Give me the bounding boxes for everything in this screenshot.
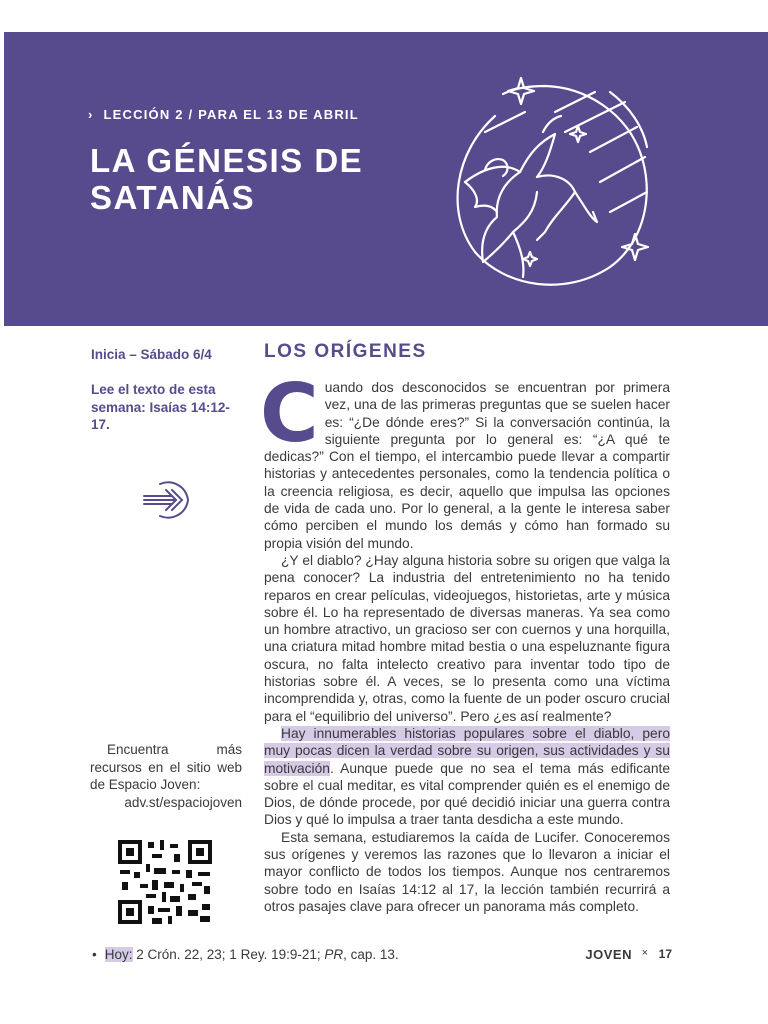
lesson-label: LECCIÓN 2 / PARA EL 13 DE ABRIL [103, 107, 359, 122]
resources-text: Encuentra más recursos en el sitio web de Espacio Joven: [90, 742, 242, 792]
highlighted-text: Hay innumerables historias populares sobre el diablo, pero muy pocas dicen la verdad sobre su origen, sus actividades y su motivación [264, 725, 670, 776]
start-day: Inicia – Sábado 6/4 [91, 347, 212, 362]
paragraph-2: ¿Y el diablo? ¿Hay alguna historia sobre su origen que valga la pena conocer? La industria del entretenimiento no ha tenido reparos en crear películas, videojuegos, historietas, arte y música sobre él. Lo ha representado de diversas maneras. Ya sea como un hombre atractivo, un gracioso ser con cuernos y una horquilla, una criatura mitad hombre mitad bestia o una espeluznante figura oscura, no falta intelecto creativo para inventar todo tipo de historias sobre él. A veces, se lo presenta como una víctima incomprendida y, otras, como la fuente de un poder oscuro crucial para el “equilibrio del universo”. Pero ¿es así realmente? [264, 552, 670, 724]
today-refs-b: , cap. 13. [343, 947, 399, 962]
qr-code-icon[interactable] [118, 840, 212, 924]
page-number: 17 [658, 947, 672, 961]
weekly-reading: Lee el texto de esta semana: Isaías 14:12-17. [91, 382, 230, 432]
section-title: LOS ORÍGENES [264, 341, 427, 362]
paragraph-3: Hay innumerables historias populares sobre el diablo, pero muy pocas dicen la verdad sobre su origen, sus actividades y su motivación. Aunque puede que no sea el tema más edificante sobre el cual meditar, es vital comprender quién es el enemigo de Dios, de dónde procede, por qué decidió iniciar una guerra contra Dios y qué lo impulsa a traer tanta desdicha a este mundo. [264, 725, 670, 828]
footer-separator: × [641, 947, 648, 959]
arrow-right-circle-icon [142, 480, 190, 520]
paragraph-4: Esta semana, estudiaremos la caída de Lucifer. Conoceremos sus orígenes y veremos las razones que lo llevaron a iniciar el mayor conflicto de todos los tiempos. Aunque nos centraremos sobre todo en Isaías 14:12 al 17, la lección también recurrirá a otros pasajes clave para ofrecer un panorama más completo. [264, 829, 670, 914]
lesson-kicker [88, 107, 359, 122]
falling-angel-icon [425, 72, 659, 294]
resources-link[interactable]: adv.st/espaciojoven [124, 794, 242, 810]
footer [92, 947, 672, 967]
body-text [260, 367, 670, 915]
brand-logo: JOVEN [585, 947, 632, 962]
chevron-right-icon: › [88, 107, 94, 122]
page-title: LA GÉNESIS DE SATANÁS [90, 142, 364, 216]
bullet: • [92, 947, 97, 962]
resources-note [90, 741, 242, 811]
paragraph-1: Cuando dos desconocidos se encuentran por primera vez, una de las primeras preguntas que se suelen hacer es: “¿De dónde eres?” Si la conversación continúa, la siguiente pregunta por lo general es: “¿A qué te dedicas?” Con el tiempo, el intercambio puede llevar a compartir historias y antecedentes personales, como la tendencia política o la creencia religiosa, es decir, aquello que impulsa las opciones de vida de cada uno. Por lo general, a la gente le interesa saber cómo perciben el mundo los demás y cómo han formado su propia visión del mundo. [260, 367, 670, 551]
today-label: Hoy: [104, 947, 133, 962]
today-refs-pr: PR [324, 947, 344, 962]
drop-cap: C [260, 367, 319, 460]
today-refs-a: 2 Crón. 22, 23; 1 Rey. 19:9-21; [132, 947, 325, 962]
